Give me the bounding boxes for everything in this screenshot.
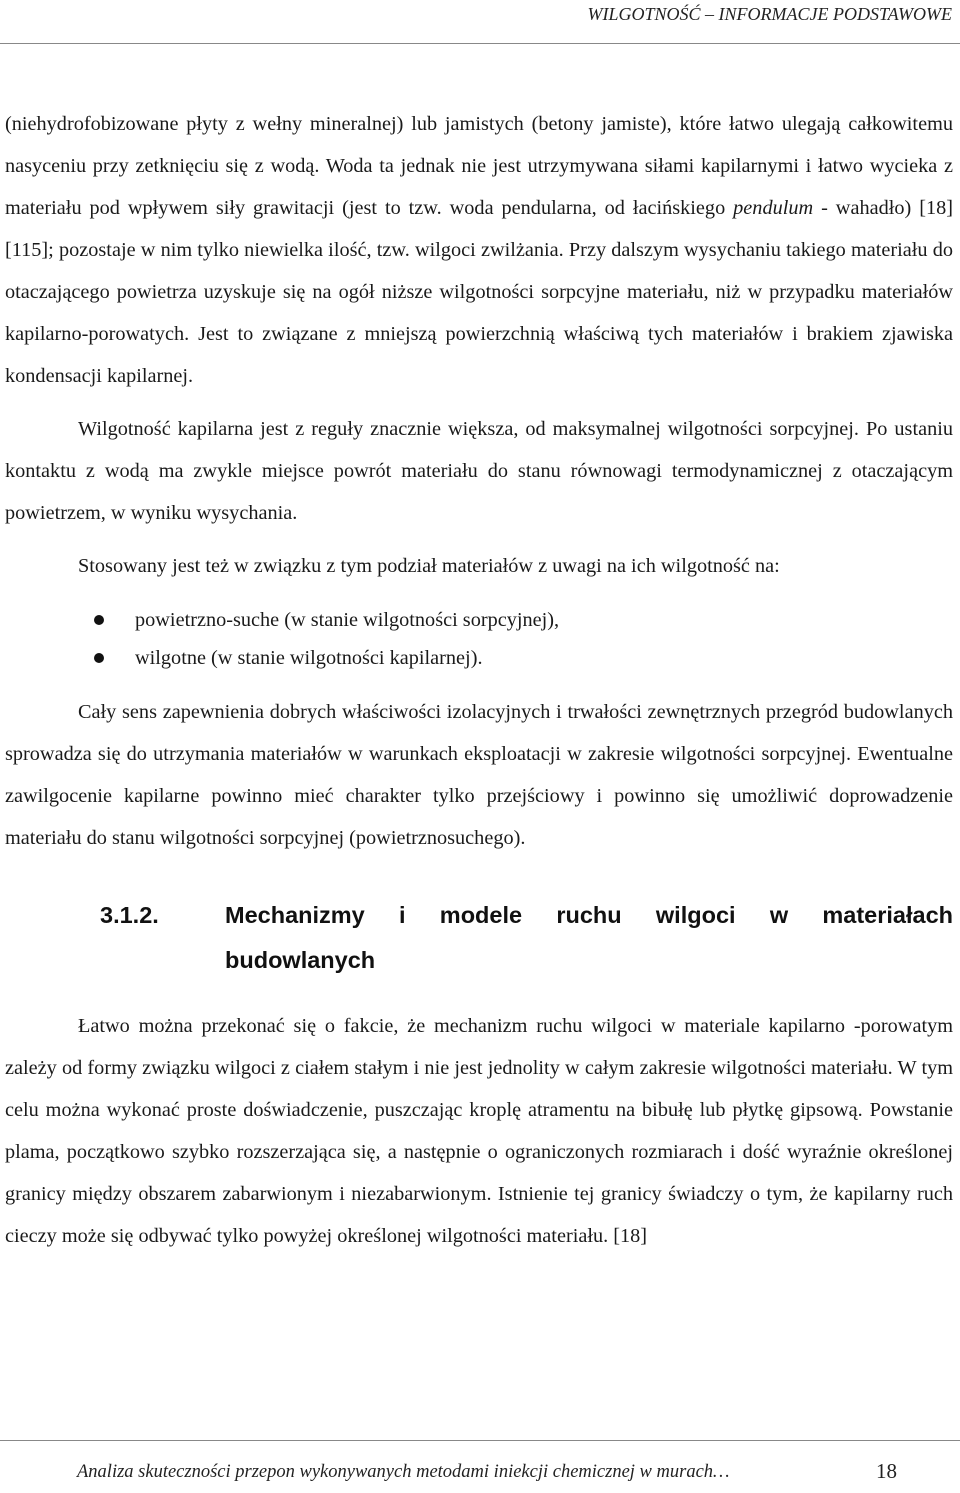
list-item [5,639,953,677]
paragraph: Stosowany jest też w związku z tym podział materiałów z uwagi na ich wilgotność na: [78,555,780,577]
page-body [5,103,953,1257]
paragraph: Wilgotność kapilarna jest z reguły znacznie większa, od maksymalnej wilgotności sorpcyjnej. Po ustaniu kontaktu z wodą ma zwykle miejsce powrót materiału do stanu równowagi termodynamicznej z otaczającym powietrzem, w wyniku wysychania. [5,418,953,524]
bullet-icon [94,653,104,663]
list-item-text: powietrzno-suche (w stanie wilgotności sorpcyjnej), [135,609,560,631]
section-title-line: Mechanizmy i modele ruchu wilgoci w materiałach [225,902,953,928]
page-footer [77,1459,897,1487]
section-title-line: budowlanych [225,947,376,973]
paragraph [5,103,953,397]
list-item-text: wilgotne (w stanie wilgotności kapilarnej). [135,647,483,669]
header-divider [0,43,960,44]
paragraph: Łatwo można przekonać się o fakcie, że mechanizm ruchu wilgoci w materiale kapilarno -porowatym zależy od formy związku wilgoci z ciałem stałym i nie jest jednolity w całym zakresie wilgotności materiału. W tym celu można wykonać proste doświadczenie, puszczając kroplę atramentu na bibułę lub płytkę gipsową. Powstanie plama, początkowo szybko rozszerzająca się, a następnie o ograniczonych rozmiarach i dość wyraźnie określonej granicy między obszarem zabarwionym i niezabarwionym. Istnienie tej granicy świadczy o tym, że kapilarny ruch cieczy może się odbywać tylko powyżej określonej wilgotności materiału. [18] [5,1015,953,1247]
paragraph-text: (niehydrofobizowane płyty z wełny mineralnej) lub jamistych (betony jamiste), które łatwo ulegają całkowitemu nasyceniu przy zetknięciu się z wodą. Woda ta jednak nie jest utrzymywana siłami kapilarnymi i łatwo wycieka z materiału pod wpływem siły grawitacji (jest to tzw. woda pendularna, od łacińskiego [5,113,953,219]
page-number: 18 [876,1459,897,1483]
bullet-list [5,601,953,677]
section-heading [5,893,953,983]
section-number: 3.1.2. [100,902,159,928]
latin-term: pendulum [733,197,814,219]
running-header: WILGOTNOŚĆ – INFORMACJE PODSTAWOWE [587,4,952,24]
paragraph: Cały sens zapewnienia dobrych właściwości izolacyjnych i trwałości zewnętrznych przegród budowlanych sprowadza się do utrzymania materiałów w warunkach eksploatacji w zakresie wilgotności sorpcyjnej. Ewentualne zawilgocenie kapilarne powinno mieć charakter tylko przejściowy i powinno się umożliwić doprowadzenie materiału do stanu wilgotności sorpcyjnej (powietrznosuchego). [5,701,953,849]
section-title [225,893,953,983]
footer-title: Analiza skuteczności przepon wykonywanych metodami iniekcji chemicznej w murach… [77,1462,730,1482]
bullet-icon [94,615,104,625]
footer-divider [0,1440,960,1441]
list-item [5,601,953,639]
paragraph-text: - wahadło) [18][115]; pozostaje w nim tylko niewielka ilość, tzw. wilgoci zwilżania. Przy dalszym wysychaniu takiego materiału do otaczającego powietrza uzyskuje się na ogół niższe wilgotności sorpcyjne materiału, niż w przypadku materiałów kapilarno-porowatych. Jest to związane z mniejszą powierzchnią właściwą tych materiałów i brakiem zjawiska kondensacji kapilarnej. [5,197,953,387]
